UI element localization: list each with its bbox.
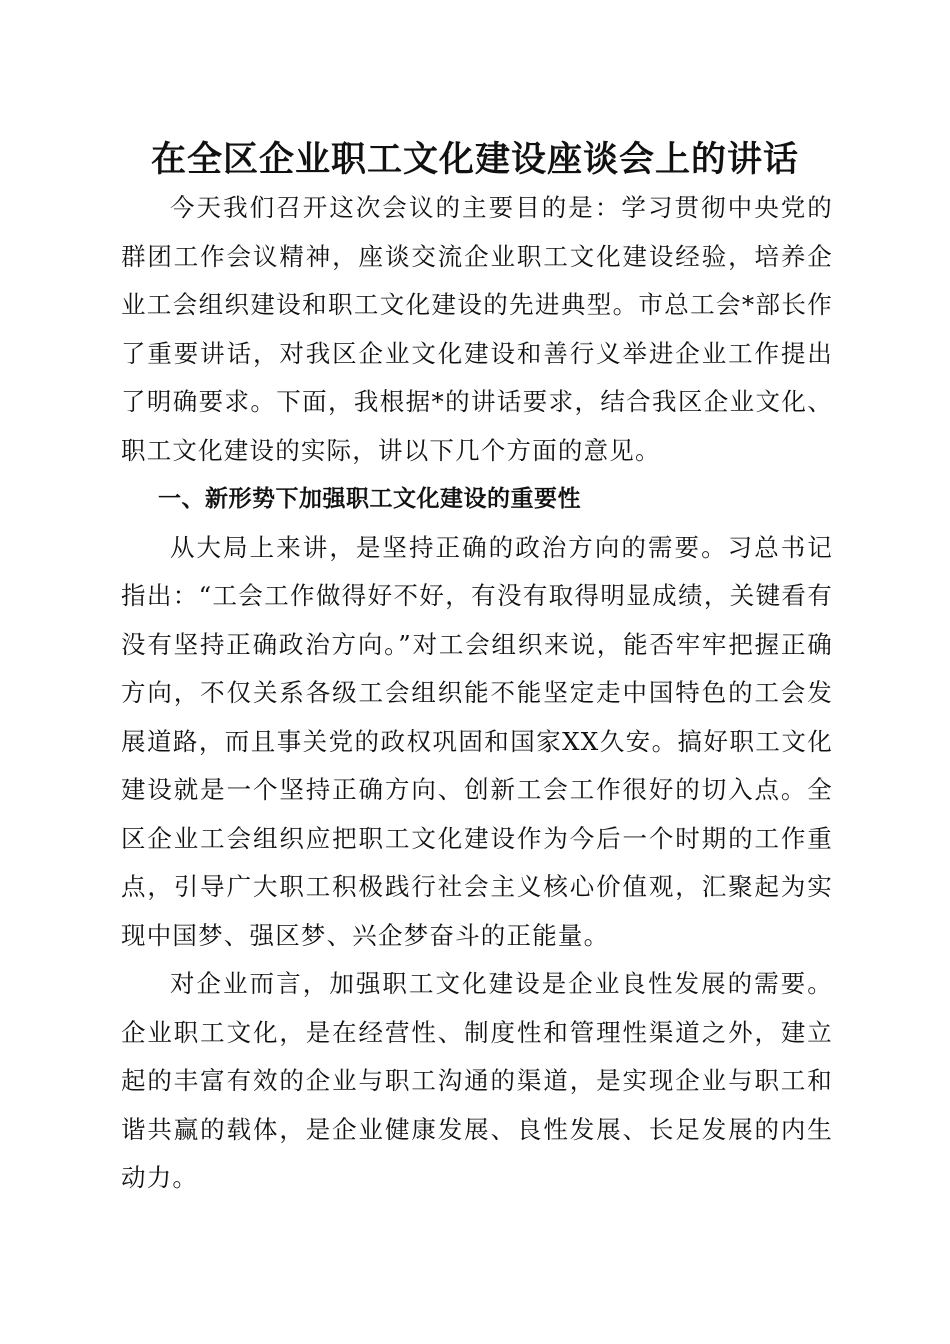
document-body: [121, 184, 833, 1203]
paragraph-intro: 今天我们召开这次会议的主要目的是：学习贯彻中央党的群团工作会议精神，座谈交流企业职工文化建设经验，培养企业工会组织建设和职工文化建设的先进典型。市总工会*部长作了重要讲话，对我区企业文化建设和善行义举进企业工作提出了明确要求。下面，我根据*的讲话要求，结合我区企业文化、职工文化建设的实际，讲以下几个方面的意见。: [121, 193, 833, 465]
document-title: 在全区企业职工文化建设座谈会上的讲话: [150, 139, 799, 180]
section-heading-1: 一、新形势下加强职工文化建设的重要性: [158, 486, 581, 512]
paragraph-political-direction: 从大局上来讲，是坚持正确的政治方向的需要。习总书记指出：“工会工作做得好不好，有没有取得明显成绩，关键看有没有坚持正确政治方向。”对工会组织来说，能否牢牢把握正确方向，不仅关系各级工会组织能不能坚定走中国特色的工会发展道路，而且事关党的政权巩固和国家XX久安。搞好职工文化建设就是一个坚持正确方向、创新工会工作很好的切入点。全区企业工会组织应把职工文化建设作为今后一个时期的工作重点，引导广大职工积极践行社会主义核心价值观，汇聚起为实现中国梦、强区梦、兴企梦奋斗的正能量。: [121, 532, 833, 950]
paragraph-enterprise-development: 对企业而言，加强职工文化建设是企业良性发展的需要。企业职工文化，是在经营性、制度性和管理性渠道之外，建立起的丰富有效的企业与职工沟通的渠道，是实现企业与职工和谐共赢的载体，是企业健康发展、良性发展、长足发展的内生动力。: [121, 969, 833, 1192]
